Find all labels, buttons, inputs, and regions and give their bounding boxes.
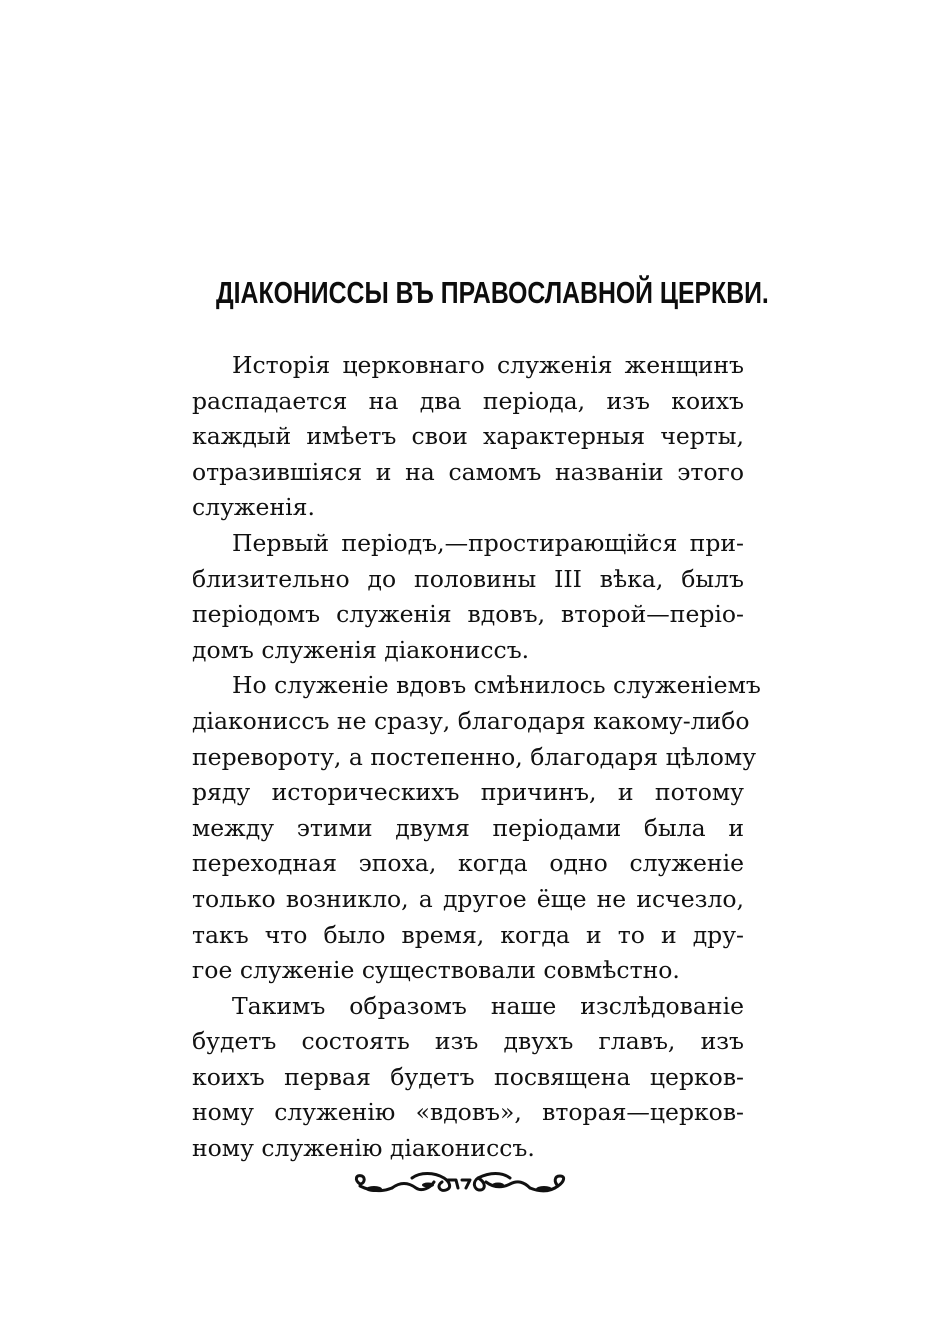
- text-line: распадается на два періода, изъ коихъ: [192, 386, 744, 415]
- text-line: ному служенію «вдовъ», вторая—церков-: [192, 1098, 744, 1127]
- chapter-title: ДІАКОНИССЫ ВЪ ПРАВОСЛАВНОЙ ЦЕРКВИ.: [216, 275, 769, 310]
- text-line: между этими двумя періодами была и: [192, 813, 744, 842]
- paragraph-3: [192, 668, 761, 988]
- text-line: служенія.: [192, 493, 315, 522]
- paragraph-2: [192, 526, 744, 668]
- text-line: коихъ первая будетъ посвящена церков-: [192, 1062, 744, 1091]
- text-line: ному служенію діакониссъ.: [192, 1134, 535, 1163]
- text-line: домъ служенія діакониссъ.: [192, 635, 530, 664]
- text-line: Исторія церковнаго служенія женщинъ: [232, 351, 744, 379]
- text-line: періодомъ служенія вдовъ, второй—періо-: [192, 600, 744, 629]
- text-line: Такимъ образомъ наше изслѣдованіе: [232, 991, 744, 1020]
- text-line: діакониссъ не сразу, благодаря какому-либо: [192, 706, 750, 735]
- end-flourish-ornament-icon: [352, 1168, 568, 1200]
- text-line: будетъ состоять изъ двухъ главъ, изъ: [192, 1027, 744, 1056]
- text-line: перевороту, а постепенно, благодаря цѣлому: [192, 742, 757, 771]
- text-line: такъ что было время, когда и то и дру-: [192, 920, 744, 949]
- text-line: близительно до половины III вѣка, былъ: [192, 564, 744, 593]
- text-line: Первый періодъ,—простирающійся при-: [232, 528, 744, 557]
- text-line: ряду историческихъ причинъ, и потому: [192, 778, 744, 807]
- paragraph-4: [192, 989, 744, 1167]
- text-line: переходная эпоха, когда одно служеніе: [192, 849, 744, 878]
- paragraph-1: [192, 348, 744, 526]
- text-line: только возникло, а другое ёще не исчезло,: [192, 884, 744, 913]
- text-line: каждый имѣетъ свои характерныя черты,: [192, 422, 744, 451]
- text-line: Но служеніе вдовъ смѣнилось служеніемъ: [232, 671, 761, 700]
- body-text: [192, 348, 761, 1167]
- text-line: отразившіяся и на самомъ названіи этого: [192, 457, 744, 486]
- text-line: гое служеніе существовали совмѣстно.: [192, 956, 680, 985]
